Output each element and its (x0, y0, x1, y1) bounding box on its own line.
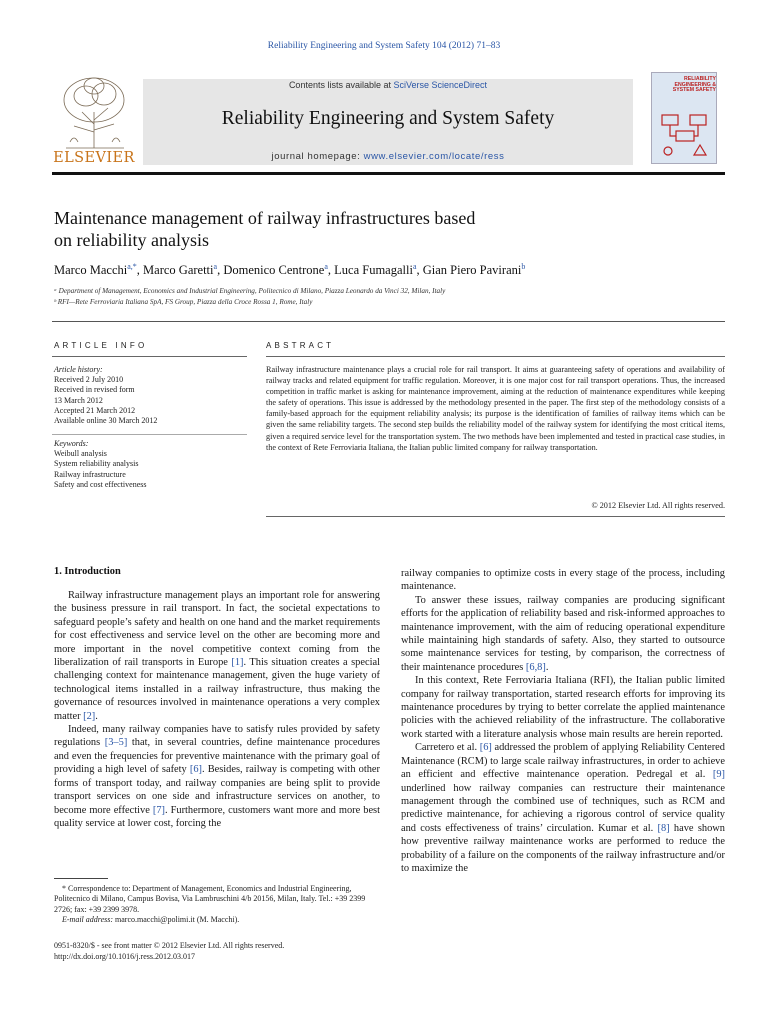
author-separator: , (217, 263, 224, 278)
author-separator: , (327, 263, 335, 278)
body-paragraph (401, 594, 725, 674)
text-run: . (95, 710, 98, 722)
abstract-bottom-rule (266, 516, 725, 517)
contents-line (143, 80, 633, 90)
reference-link[interactable]: [7] (152, 804, 165, 816)
author-name[interactable]: Domenico Centrone (223, 263, 325, 278)
history-entry: Received in revised form (54, 385, 135, 395)
email-line (54, 915, 380, 925)
history-entry: Received 2 July 2010 (54, 375, 124, 385)
article-info-divider (52, 434, 247, 435)
text-run: . Furthermore, customers want more and more best quality service at lower cost, forcing the (54, 804, 380, 829)
reference-link[interactable]: [8] (657, 822, 670, 834)
author-affiliation-mark[interactable]: b (521, 262, 526, 271)
text-run: that, in several countries, define maintenance procedures and even the frequencies for preventive maintenance with the primary goal of providing a high level of safety (54, 737, 380, 776)
reference-link[interactable]: [9] (712, 769, 725, 781)
journal-name: Reliability Engineering and System Safety (221, 108, 555, 129)
abstract-copyright: © 2012 Elsevier Ltd. All rights reserved. (591, 501, 725, 510)
footnote-rule (54, 878, 108, 879)
reference-link[interactable]: [6] (189, 764, 202, 776)
cover-graphic-icon (658, 109, 712, 159)
abstract-heading: ABSTRACT (266, 341, 335, 350)
article-title (54, 208, 614, 251)
email-address[interactable]: marco.macchi@polimi.it (M. Macchi). (115, 915, 240, 925)
body-paragraph: In this context, Rete Ferroviaria Italiana (RFI), the Italian public limited company for railway transportation, started research efforts for improving its maintenance procedures by trying to better correlate the applied maintenance policies with the achieved reliability of the infrastructure. The collaborative work started with a literature analysis whose main results are herein reported. (401, 675, 725, 740)
author-affiliation-mark[interactable]: a (324, 262, 328, 271)
front-matter (54, 940, 384, 962)
keyword: Safety and cost effectiveness (54, 479, 147, 489)
history-entry: 13 March 2012 (54, 395, 103, 405)
author-name[interactable]: Luca Fumagalli (334, 263, 413, 278)
author-name[interactable]: Marco Garetti (143, 263, 214, 278)
correspondence-footnote (54, 884, 380, 926)
contents-prefix: Contents lists available at (288, 80, 394, 90)
body-paragraph: railway companies to optimize costs in every stage of the process, including maintenance. (401, 568, 725, 593)
journal-cover-thumbnail[interactable] (651, 72, 717, 164)
author-list (54, 262, 714, 278)
history-entry: Accepted 21 March 2012 (54, 405, 136, 415)
article-info-heading: ARTICLE INFO (54, 341, 148, 350)
title-line-1: Maintenance management of railway infrastructures based (54, 208, 476, 228)
keyword: Weibull analysis (54, 449, 107, 459)
text-run: . This situation creates a special challenging context for maintenance management, given the huge variety of technological items installed in a railway infrastructure, thus making the governance of resources involved in maintenance operations a very complex matter (54, 657, 380, 722)
author-separator: , (416, 263, 423, 278)
reference-link[interactable]: [2] (83, 710, 96, 722)
homepage-link[interactable]: www.elsevier.com/locate/ress (363, 151, 505, 162)
section-heading-introduction: 1. Introduction (54, 566, 121, 577)
author-name[interactable]: Gian Piero Pavirani (422, 263, 522, 278)
sciencedirect-link[interactable]: SciVerse ScienceDirect (393, 80, 488, 90)
cover-title: RELIABILITY ENGINEERING & SYSTEM SAFETY (672, 76, 716, 94)
correspondence-text: * Correspondence to: Department of Management, Economics and Industrial Engineering, Politecnico di Milano, Campus Bovisa, Via Lambruschini 4/b 20156, Milan, Italy. Tel.: +39 2399 2726; fax: +39 2399 3978. (54, 884, 366, 914)
body-column-left (54, 589, 380, 830)
text-run: underlined how railway companies can restructure their maintenance management through the combined use of techniques, such as RCM and predictive maintenance, for achieving a rigorous control of service quality and costs effectiveness of trains’ circulation. Kumar et al. (401, 782, 725, 834)
email-label: E-mail address: (62, 915, 116, 925)
author-separator: , (136, 263, 144, 278)
text-run: Carretero et al. (415, 742, 480, 754)
reference-link[interactable]: [3–5] (104, 737, 128, 749)
header-rule (52, 172, 725, 175)
article-info-rule (52, 356, 247, 357)
journal-homepage (143, 151, 633, 162)
abstract-rule (266, 356, 725, 357)
body-column-right (401, 567, 725, 875)
section-rule (52, 321, 725, 322)
keyword: System reliability analysis (54, 459, 139, 469)
history-label: Article history: (54, 365, 103, 374)
abstract-text: Railway infrastructure maintenance plays a crucial role for rail transport. It aims at guaranteeing safety of operations and availability of railway tracks and related equipment for traffic regulation. Moreover, it is one major cost for rail transport operations. Thus, the increased competition in traffic market is asking for maintenance improvement, aiming at the reduction of maintenance expenditures while keeping the safety of operations. This issue is addressed by the methodology presented in the paper. The first step of the methodology consists of a family-based approach for the equipment reliability analysis; its purpose is the identification of families of railway items which can be given the same reliability targets. The second step builds the reliability model of the railway system for identifying the most critical items, given a required service level for the transportation system. The two methods have been implemented and tested in practical case studies, in the context of Rete Ferroviaria Italiana, the Italian public limited company for railway transportation. (266, 365, 725, 452)
title-line-2: on reliability analysis (54, 229, 209, 250)
text-run: . Besides, railway is competing with other forms of transport today, and railway companies are being split to provide transport services on one side and infrastructure services on another, to become more effective (54, 764, 380, 816)
affiliation-b: ᵇ RFI—Rete Ferroviaria Italiana SpA, FS Group, Piazza della Croce Rossa 1, Rome, Italy (54, 298, 313, 306)
author-name[interactable]: Marco Macchi (54, 263, 128, 278)
text-run: To answer these issues, railway companies are producing significant efforts for the application of reliability based and risk-informed approaches to maintenance improvement, with the aim of reducing operational expenditure while maintaining high standards of safety. Also, they started to outsource some maintenance services for testing, by comparison, the correctness of their maintenance procedures (401, 594, 725, 673)
body-paragraph (54, 589, 380, 723)
article-history (54, 365, 244, 426)
doi-link[interactable]: http://dx.doi.org/10.1016/j.ress.2012.03.017 (54, 952, 195, 961)
homepage-prefix: journal homepage: (271, 151, 364, 162)
body-paragraph (54, 723, 380, 830)
text-run: addressed the problem of applying Reliability Centered Maintenance (RCM) to large scale railway infrastructures, in order to achieve an efficient and effective maintenance operation. Pedregal et al. (401, 742, 725, 781)
reference-link[interactable]: [6,8] (525, 661, 546, 673)
author-affiliation-mark[interactable]: a (213, 262, 218, 271)
keywords-label: Keywords: (54, 439, 89, 448)
text-run: Railway infrastructure management plays an important role for answering the business pressure in rail transport. In fact, the societal expectations to safeguard people’s safety and health on one hand and the market requirements for cost effectiveness and service level on the other are becoming more and more important in the novel competitive context coming from the liberalization of rail transports in Europe (54, 590, 380, 669)
text-run: Indeed, many railway companies have to satisfy rules provided by safety regulations (54, 724, 380, 749)
body-paragraph (401, 741, 725, 875)
reference-link[interactable]: [6] (479, 742, 492, 754)
text-run: have shown how preventive railway maintenance works are performed to reduce the probability of a failure on the components of the railway infrastructure and/or to maximize the (401, 822, 725, 874)
history-entry: Available online 30 March 2012 (54, 416, 158, 426)
affiliation-a: ᵃ Department of Management, Economics and Industrial Engineering, Politecnico di Milano, Piazza Leonardo da Vinci 32, Milan, Italy (54, 287, 446, 295)
reference-link[interactable]: [1] (231, 657, 244, 669)
issn-line: 0951-8320/$ - see front matter © 2012 Elsevier Ltd. All rights reserved. (54, 941, 285, 950)
author-affiliation-mark[interactable]: a,* (127, 262, 137, 271)
text-run: . (545, 661, 549, 673)
elsevier-wordmark: ELSEVIER (53, 150, 135, 166)
author-affiliation-mark[interactable]: a (412, 262, 417, 271)
keyword: Railway infrastructure (54, 469, 126, 479)
keywords (54, 439, 244, 490)
journal-citation[interactable]: Reliability Engineering and System Safety 104 (2012) 71–83 (267, 41, 501, 51)
